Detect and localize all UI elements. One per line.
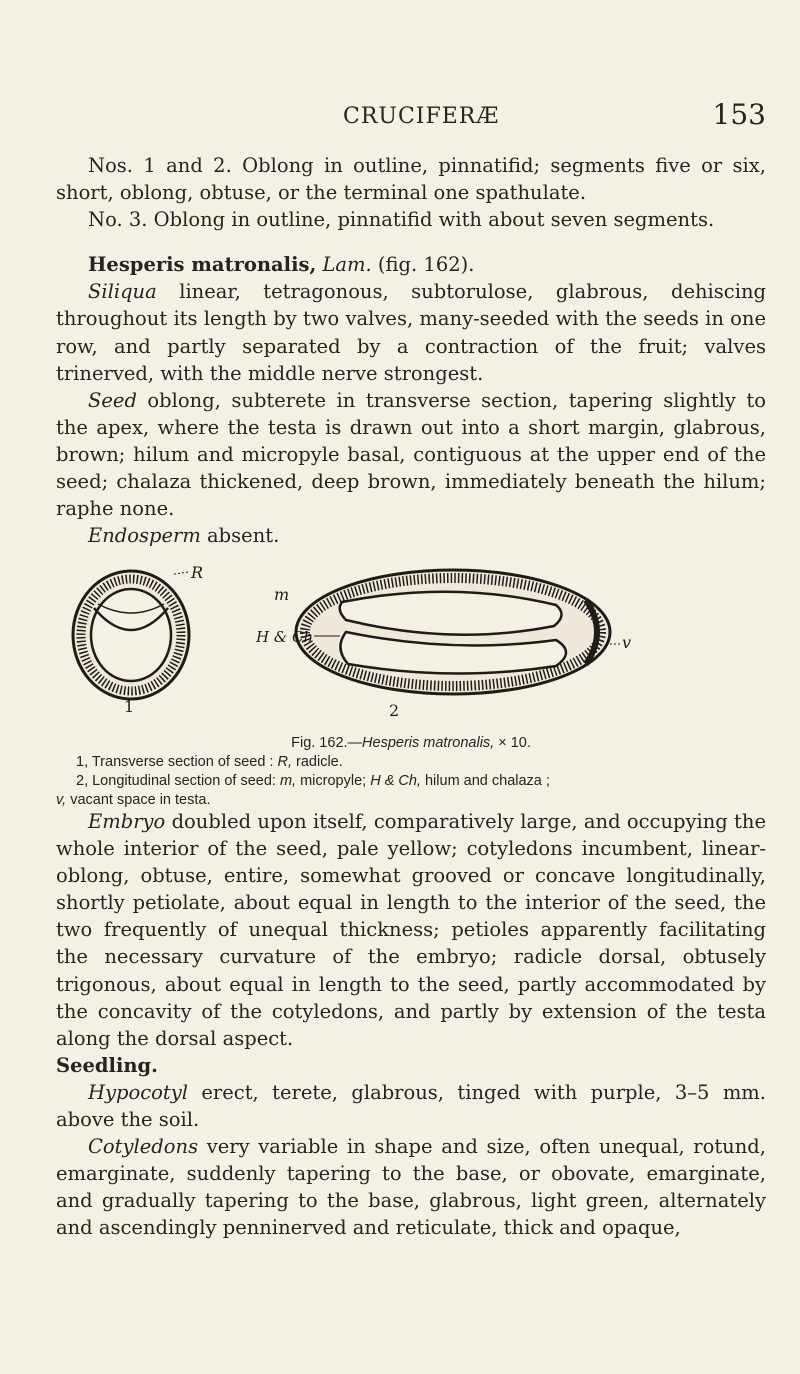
species-fig-ref: (fig. 162). xyxy=(377,253,475,277)
paragraph-no-3: No. 3. Oblong in outline, pinnatifid with about seven segments. xyxy=(88,208,715,232)
text-embryo: doubled upon itself, comparatively large, and occupying the whole interior of the seed, pale yellow; cotyledons incumbent, linear-oblong, obtuse, entire, somewhat grooved or concave longitudinally, shortly petiolate, about equal in length to the interior of the seed, the two frequently of unequal thickness; petioles apparently facilitating the necessary curvature of the embryo; radicle dorsal, obtusely trigonous, about equal in length to the seed, partly accommodated by the concavity of the cotyledons, and partly by extension of the testa along the dorsal aspect. xyxy=(56,810,766,1050)
caption-line-2-h: H & Ch, xyxy=(370,773,421,789)
paragraph-endosperm xyxy=(56,522,766,549)
caption-fig-number: Fig. 162.— xyxy=(291,735,363,751)
text-block-top xyxy=(56,152,766,549)
seedling-heading xyxy=(56,1052,766,1079)
caption-line-2-mid: micropyle; xyxy=(296,773,371,789)
page-number: 153 xyxy=(712,98,766,131)
caption-line-3-v: v, xyxy=(56,792,67,808)
text-block-bottom xyxy=(56,808,766,1242)
term-endosperm: Endosperm xyxy=(88,524,201,548)
figure-caption xyxy=(56,734,766,810)
paragraph-nos-1-2: Nos. 1 and 2. Oblong in outline, pinnatifid; segments five or six, short, oblong, obtuse, or the terminal one spathulate. xyxy=(56,154,766,205)
caption-line-1 xyxy=(56,753,766,772)
longitudinal-section-drawing xyxy=(296,570,610,694)
label-figure-1: 1 xyxy=(124,697,135,716)
caption-species: Hesperis matronalis, xyxy=(362,735,495,751)
species-heading xyxy=(56,251,766,278)
caption-title xyxy=(56,734,766,753)
text-cotyledons: very variable in shape and size, often unequal, rotund, emarginate, suddenly tapering to the base, or obovate, emarginate, and gradually tapering to the base, glabrous, light green, alternately and ascendingly penninerved and reticulate, thick and opaque, xyxy=(56,1135,766,1240)
seedling-heading-text: Seedling. xyxy=(56,1053,158,1077)
term-siliqua: Siliqua xyxy=(88,280,157,304)
species-name: Hesperis matronalis, xyxy=(88,253,317,277)
caption-line-1-text: 1, Transverse section of seed : xyxy=(76,754,278,770)
label-figure-2: 2 xyxy=(389,701,400,720)
transverse-section-drawing xyxy=(73,571,189,699)
text-siliqua: linear, tetragonous, subtorulose, glabrous, dehiscing throughout its length by two valves, many-seeded with the seeds in one row, and partly separated by a contraction of the fruit; valves trinerved, with the middle nerve strongest. xyxy=(56,280,766,385)
figure-162 xyxy=(56,560,766,720)
seed-section-illustration xyxy=(56,560,766,720)
paragraph-cotyledons xyxy=(56,1133,766,1241)
label-hilum-chalaza: H & Ch xyxy=(256,628,314,646)
text-seed: oblong, subterete in transverse section, tapering slightly to the apex, where the testa is drawn out into a short margin, glabrous, brown; hilum and micropyle basal, contiguous at the upper end of the seed; chalaza thickened, deep brown, immediately beneath the hilum; raphe none. xyxy=(56,388,766,521)
caption-line-2 xyxy=(56,772,766,791)
caption-line-3-text: vacant space in testa. xyxy=(66,792,211,808)
caption-line-2-end: hilum and chalaza ; xyxy=(420,773,550,789)
term-cotyledons: Cotyledons xyxy=(88,1135,199,1159)
running-head xyxy=(58,98,766,134)
running-title: CRUCIFERÆ xyxy=(343,104,500,129)
species-authority: Lam. xyxy=(322,253,372,277)
caption-line-1-r: R, xyxy=(277,754,292,770)
paragraph-seed xyxy=(56,387,766,522)
label-vacant-v: v xyxy=(622,633,632,652)
text-hypocotyl: erect, terete, glabrous, tinged with purple, 3–5 mm. above the soil. xyxy=(56,1080,766,1132)
caption-line-1-end: radicle. xyxy=(292,754,343,770)
caption-magnification: × 10. xyxy=(494,735,531,751)
label-micropyle-m: m xyxy=(274,585,290,604)
paragraph-embryo xyxy=(56,808,766,1052)
term-hypocotyl: Hypocotyl xyxy=(88,1080,188,1104)
label-radicle-r: R xyxy=(191,563,204,582)
paragraph-hypocotyl xyxy=(56,1079,766,1133)
term-seed: Seed xyxy=(88,388,137,412)
paragraph-siliqua xyxy=(56,278,766,386)
text-endosperm: absent. xyxy=(200,524,280,548)
caption-line-2-text: 2, Longitudinal section of seed: xyxy=(76,773,280,789)
caption-line-2-m: m, xyxy=(279,773,297,789)
term-embryo: Embryo xyxy=(88,810,166,833)
